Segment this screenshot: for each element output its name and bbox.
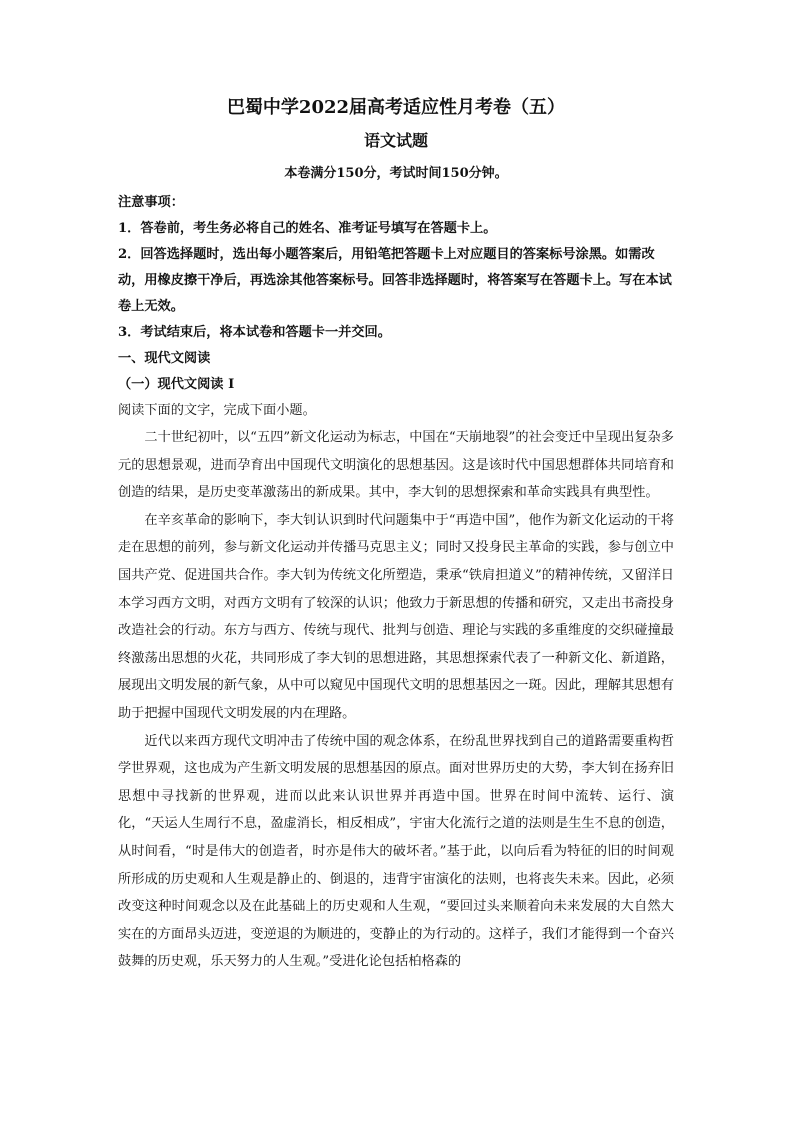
reading-instruction: 阅读下面的文字，完成下面小题。 — [118, 403, 316, 418]
note-item-3: 3．考试结束后，将本试卷和答题卡一并交回。 — [118, 325, 391, 340]
notes-heading: 注意事项： — [118, 195, 184, 210]
exam-title: 巴蜀中学2022届高考适应性月考卷（五） — [226, 97, 566, 118]
passage-paragraph-1: 二十世纪初叶，以“五四”新文化运动为标志，中国在“天崩地裂”的社会变迁中呈现出复杂多元的思想景观，进而孕育出中国现代文明演化的思想基因。这是该时代中国思想群体共同培育和创造的结果，是历史变革激荡出的新成果。其中，李大钊的思想探索和革命实践具有典型性。 — [118, 430, 674, 501]
section-heading: 一、现代文阅读 — [118, 351, 211, 366]
subject-title: 语文试题 — [363, 131, 428, 150]
passage-paragraph-2: 在辛亥革命的影响下，李大钊认识到时代问题集中于“再造中国”，他作为新文化运动的干将走在思想的前列，参与新文化运动并传播马克思主义；同时又投身民主革命的实践，参与创立中国共产党、促进国共合作。李大钊为传统文化所塑造，秉承“铁肩担道义”的精神传统，又留洋日本学习西方文明，对西方文明有了较深的认识；他致力于新思想的传播和研究，又走出书斋投身改造社会的行动。东方与西方、传统与现代、批判与创造、理论与实践的多重维度的交织碰撞最终激荡出思想的火花，共同形成了李大钊的思想进路，其思想探索代表了一种新文化、新道路，展现出文明发展的新气象，从中可以窥见中国现代文明的思想基因之一斑。因此，理解其思想有助于把握中国现代文明发展的内在理路。 — [118, 512, 674, 721]
passage-paragraph-3: 近代以来西方现代文明冲击了传统中国的观念体系，在纷乱世界找到自己的道路需要重构哲学世界观，这也成为产生新文明发展的思想基因的原点。面对世界历史的大势，李大钊在扬弃旧思想中寻找新的世界观，进而以此来认识世界并再造中国。世界在时间中流转、运行、演化，“天运人生周行不息，盈虚消长，相反相成”，宇宙大化流行之道的法则是生生不息的创造，从时间看，“时是伟大的创造者，时亦是伟大的破坏者。”基于此，以向后看为特征的旧的时间观所形成的历史观和人生观是静止的、倒退的，违背宇宙演化的法则，也将丧失未来。因此，必须改变这种时间观念以及在此基础上的历史观和人生观，“要回过头来顺着向未来发展的大自然大实在的方面昂头迈进，变逆退的为顺进的，变静止的为行动的。这样子，我们才能得到一个奋兴鼓舞的历史观，乐天努力的人生观。”受进化论包括柏格森的 — [118, 733, 674, 970]
exam-page — [118, 96, 674, 976]
note-item-1: 1．答卷前，考生务必将自己的姓名、准考证号填写在答题卡上。 — [118, 221, 497, 236]
note-item-2: 2．回答选择题时，选出每小题答案后，用铅笔把答题卡上对应题目的答案标号涂黑。如需改动，用橡皮擦干净后，再选涂其他答案标号。回答非选择题时，将答案写在答题卡上。写在本试卷上无效。 — [118, 247, 672, 314]
exam-info: 本卷满分150分，考试时间150分钟。 — [284, 166, 508, 181]
subsection-heading: （一）现代文阅读 I — [118, 377, 235, 392]
